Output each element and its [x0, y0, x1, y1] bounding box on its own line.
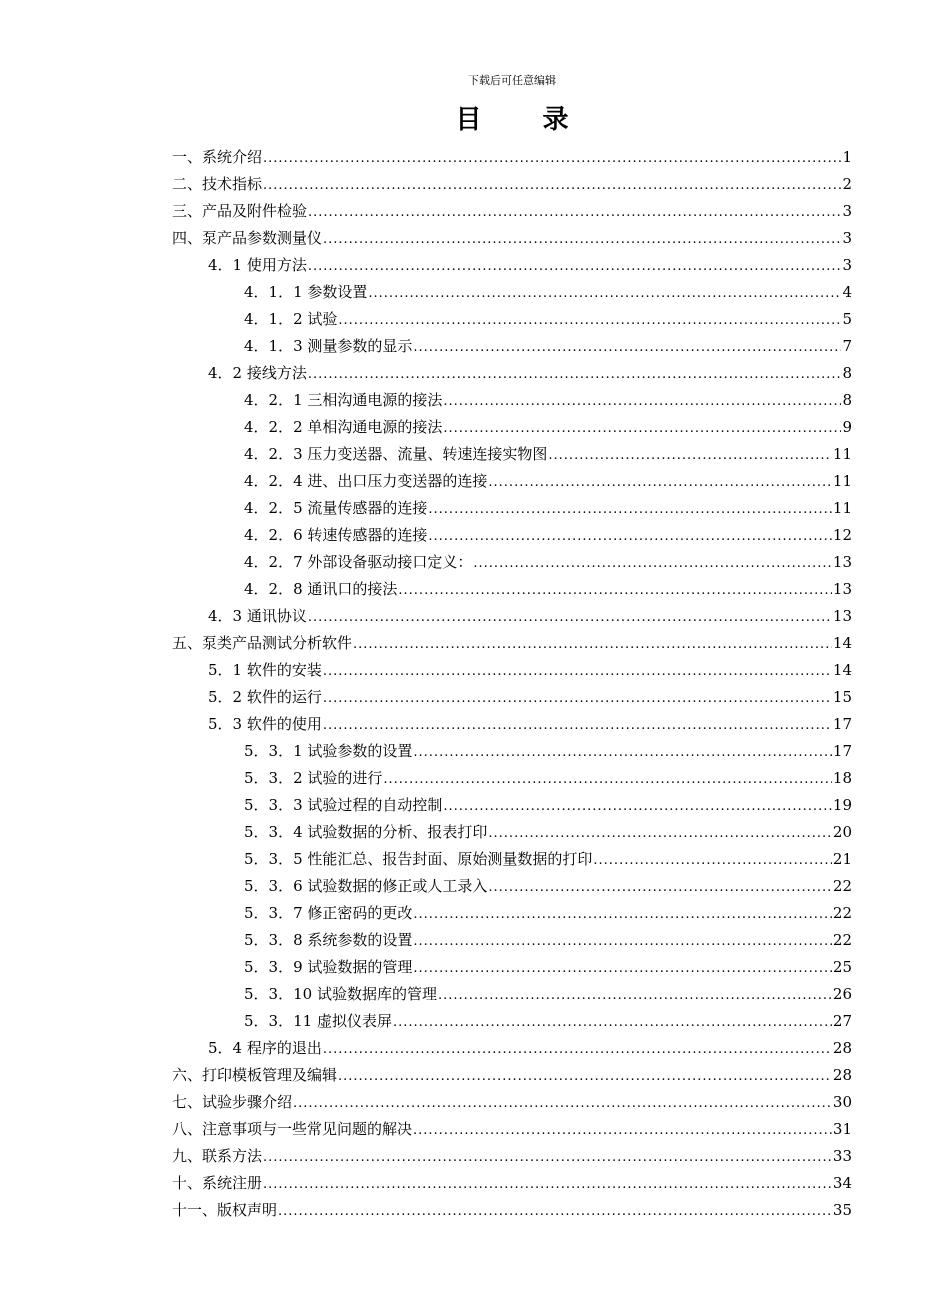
toc-page-number: 33	[832, 1147, 852, 1165]
toc-page-number: 22	[832, 877, 852, 895]
toc-dot-leader	[353, 631, 832, 658]
toc-entry-title: 5．3．5 性能汇总、报告封面、原始测量数据的打印	[244, 850, 593, 868]
toc-entry-title: 八、注意事项与一些常见问题的解决	[172, 1120, 413, 1138]
header-note: 下载后可任意编辑	[468, 74, 556, 87]
toc-dot-leader	[263, 172, 841, 199]
toc-dot-leader	[443, 415, 841, 442]
toc-dot-leader	[413, 928, 832, 955]
toc-entry[interactable]	[172, 1197, 852, 1224]
toc-dot-leader	[428, 523, 832, 550]
toc-page-number: 13	[832, 553, 852, 571]
toc-dot-leader	[443, 388, 841, 415]
toc-entry[interactable]	[172, 225, 852, 252]
toc-page-number: 3	[842, 202, 852, 220]
toc-entry-title: 5．3．3 试验过程的自动控制	[244, 796, 443, 814]
toc-entry-title: 5．3．7 修正密码的更改	[244, 904, 413, 922]
toc-page-number: 7	[842, 337, 852, 355]
toc-page-number: 5	[842, 310, 852, 328]
toc-entry[interactable]	[172, 819, 852, 846]
toc-entry[interactable]	[172, 1062, 852, 1089]
toc-entry[interactable]	[172, 360, 852, 387]
toc-entry-title: 四、泵产品参数测量仪	[172, 229, 323, 247]
toc-entry-title: 4．2．3 压力变送器、流量、转速连接实物图	[244, 445, 548, 463]
toc-page-number: 14	[832, 661, 852, 679]
toc-entry-title: 5．3．2 试验的进行	[244, 769, 383, 787]
toc-entry[interactable]	[172, 603, 852, 630]
toc-entry[interactable]	[172, 711, 852, 738]
toc-entry[interactable]	[172, 468, 852, 495]
toc-page-number: 9	[842, 418, 852, 436]
toc-entry-title: 十、系统注册	[172, 1174, 263, 1192]
toc-entry-title: 4．2．8 通讯口的接法	[244, 580, 398, 598]
toc-page-number: 34	[832, 1174, 852, 1192]
toc-entry-title: 五、泵类产品测试分析软件	[172, 634, 353, 652]
toc-entry[interactable]	[172, 549, 852, 576]
toc-entry-title: 5．2 软件的运行	[208, 688, 322, 706]
toc-dot-leader	[398, 577, 832, 604]
toc-dot-leader	[308, 604, 832, 631]
toc-entry-title: 4．2．1 三相沟通电源的接法	[244, 391, 443, 409]
toc-page-number: 1	[842, 148, 852, 166]
toc-entry[interactable]	[172, 630, 852, 657]
toc-entry-title: 5．3．8 系统参数的设置	[244, 931, 413, 949]
toc-entry-title: 5．3．4 试验数据的分析、报表打印	[244, 823, 488, 841]
toc-dot-leader	[488, 874, 832, 901]
toc-dot-leader	[323, 685, 832, 712]
toc-page-number: 13	[832, 580, 852, 598]
toc-entry-title: 九、联系方法	[172, 1147, 263, 1165]
toc-entry-title: 5．1 软件的安装	[208, 661, 322, 679]
toc-entry-title: 5．3 软件的使用	[208, 715, 322, 733]
toc-page-number: 30	[832, 1093, 852, 1111]
toc-dot-leader	[263, 1144, 832, 1171]
toc-entry[interactable]	[172, 1170, 852, 1197]
toc-entry[interactable]	[172, 765, 852, 792]
toc-entry-title: 三、产品及附件检验	[172, 202, 308, 220]
toc-page-number: 8	[842, 391, 852, 409]
toc-entry-title: 4．3 通讯协议	[208, 607, 307, 625]
toc-entry-title: 4．1 使用方法	[208, 256, 307, 274]
toc-entry[interactable]	[172, 1143, 852, 1170]
toc-entry-title: 4．1．3 测量参数的显示	[244, 337, 413, 355]
toc-dot-leader	[413, 334, 841, 361]
toc-entry[interactable]	[172, 414, 852, 441]
toc-dot-leader	[593, 847, 832, 874]
toc-dot-leader	[428, 496, 832, 523]
toc-page-number: 14	[832, 634, 852, 652]
toc-page-number: 28	[832, 1039, 852, 1057]
toc-entry[interactable]	[172, 684, 852, 711]
toc-entry[interactable]	[172, 792, 852, 819]
toc-entry[interactable]	[172, 900, 852, 927]
toc-entry-title: 4．2．2 单相沟通电源的接法	[244, 418, 443, 436]
toc-dot-leader	[383, 766, 832, 793]
toc-dot-leader	[473, 550, 832, 577]
toc-entry[interactable]	[172, 1035, 852, 1062]
toc-page-number: 13	[832, 607, 852, 625]
toc-dot-leader	[323, 226, 841, 253]
toc-entry[interactable]	[172, 387, 852, 414]
toc-entry[interactable]	[172, 1116, 852, 1143]
toc-entry-title: 4．2．4 进、出口压力变送器的连接	[244, 472, 488, 490]
toc-dot-leader	[393, 1009, 832, 1036]
toc-entry[interactable]	[172, 873, 852, 900]
toc-page-number: 20	[832, 823, 852, 841]
toc-dot-leader	[368, 280, 841, 307]
toc-page-number: 35	[832, 1201, 852, 1219]
toc-dot-leader	[308, 253, 842, 280]
toc-entry-title: 4．2．5 流量传感器的连接	[244, 499, 428, 517]
toc-entry[interactable]	[172, 495, 852, 522]
toc-entry[interactable]	[172, 1008, 852, 1035]
toc-page-number: 31	[832, 1120, 852, 1138]
toc-dot-leader	[338, 307, 841, 334]
toc-page-number: 15	[832, 688, 852, 706]
toc-page-number: 22	[832, 904, 852, 922]
toc-entry[interactable]	[172, 198, 852, 225]
toc-dot-leader	[308, 199, 841, 226]
toc-entry-title: 二、技术指标	[172, 175, 263, 193]
toc-entry-title: 5．3．6 试验数据的修正或人工录入	[244, 877, 488, 895]
toc-entry-title: 5．3．1 试验参数的设置	[244, 742, 413, 760]
toc-entry-title: 十一、版权声明	[172, 1201, 278, 1219]
toc-entry[interactable]	[172, 981, 852, 1008]
toc-entry-title: 5．3．11 虚拟仪表屏	[244, 1012, 392, 1030]
toc-entry[interactable]	[172, 954, 852, 981]
toc-entry[interactable]	[172, 441, 852, 468]
toc-page-number: 3	[842, 256, 852, 274]
toc-dot-leader	[413, 1117, 832, 1144]
toc-dot-leader	[308, 361, 842, 388]
toc-entry[interactable]	[172, 657, 852, 684]
toc-dot-leader	[263, 1171, 832, 1198]
toc-page-number: 21	[832, 850, 852, 868]
toc-entry-title: 4．2 接线方法	[208, 364, 307, 382]
toc-dot-leader	[278, 1198, 832, 1225]
toc-entry[interactable]	[172, 738, 852, 765]
toc-dot-leader	[293, 1090, 832, 1117]
toc-page-number: 4	[842, 283, 852, 301]
toc-page-number: 3	[842, 229, 852, 247]
toc-page-number: 17	[832, 742, 852, 760]
toc-entry[interactable]	[172, 1089, 852, 1116]
toc-entry-title: 七、试验步骤介绍	[172, 1093, 293, 1111]
toc-dot-leader	[548, 442, 832, 469]
toc-page-number: 12	[832, 526, 852, 544]
toc-entry[interactable]	[172, 927, 852, 954]
table-of-contents	[172, 144, 852, 1224]
toc-page-number: 27	[832, 1012, 852, 1030]
toc-page-number: 17	[832, 715, 852, 733]
toc-page-number: 8	[842, 364, 852, 382]
toc-page-number: 2	[842, 175, 852, 193]
toc-dot-leader	[413, 901, 832, 928]
toc-dot-leader	[323, 658, 832, 685]
toc-dot-leader	[488, 469, 832, 496]
toc-dot-leader	[323, 1036, 832, 1063]
toc-entry-title: 六、打印模板管理及编辑	[172, 1066, 338, 1084]
toc-page-number: 22	[832, 931, 852, 949]
toc-entry[interactable]	[172, 279, 852, 306]
toc-entry-title: 5．4 程序的退出	[208, 1039, 322, 1057]
toc-entry[interactable]	[172, 522, 852, 549]
toc-entry-title: 4．1．2 试验	[244, 310, 338, 328]
toc-dot-leader	[443, 793, 832, 820]
toc-dot-leader	[438, 982, 832, 1009]
toc-dot-leader	[413, 739, 832, 766]
toc-page-number: 18	[832, 769, 852, 787]
toc-entry[interactable]	[172, 171, 852, 198]
toc-entry[interactable]	[172, 576, 852, 603]
toc-page-number: 11	[832, 445, 852, 463]
toc-entry-title: 一、系统介绍	[172, 148, 263, 166]
toc-page-number: 11	[832, 499, 852, 517]
toc-entry-title: 5．3．10 试验数据库的管理	[244, 985, 437, 1003]
toc-entry[interactable]	[172, 846, 852, 873]
toc-entry[interactable]	[172, 306, 852, 333]
toc-page-number: 28	[832, 1066, 852, 1084]
toc-dot-leader	[263, 145, 841, 172]
toc-page-number: 19	[832, 796, 852, 814]
toc-page-number: 26	[832, 985, 852, 1003]
toc-entry[interactable]	[172, 144, 852, 171]
toc-entry-title: 4．2．7 外部设备驱动接口定义：	[244, 553, 473, 571]
toc-entry-title: 4．1．1 参数设置	[244, 283, 368, 301]
toc-entry-title: 5．3．9 试验数据的管理	[244, 958, 413, 976]
toc-page-number: 25	[832, 958, 852, 976]
toc-entry-title: 4．2．6 转速传感器的连接	[244, 526, 428, 544]
toc-entry[interactable]	[172, 252, 852, 279]
toc-entry[interactable]	[172, 333, 852, 360]
toc-dot-leader	[413, 955, 832, 982]
page-title: 目 录	[455, 105, 595, 135]
toc-page-number: 11	[832, 472, 852, 490]
toc-dot-leader	[323, 712, 832, 739]
toc-dot-leader	[338, 1063, 832, 1090]
toc-dot-leader	[488, 820, 832, 847]
